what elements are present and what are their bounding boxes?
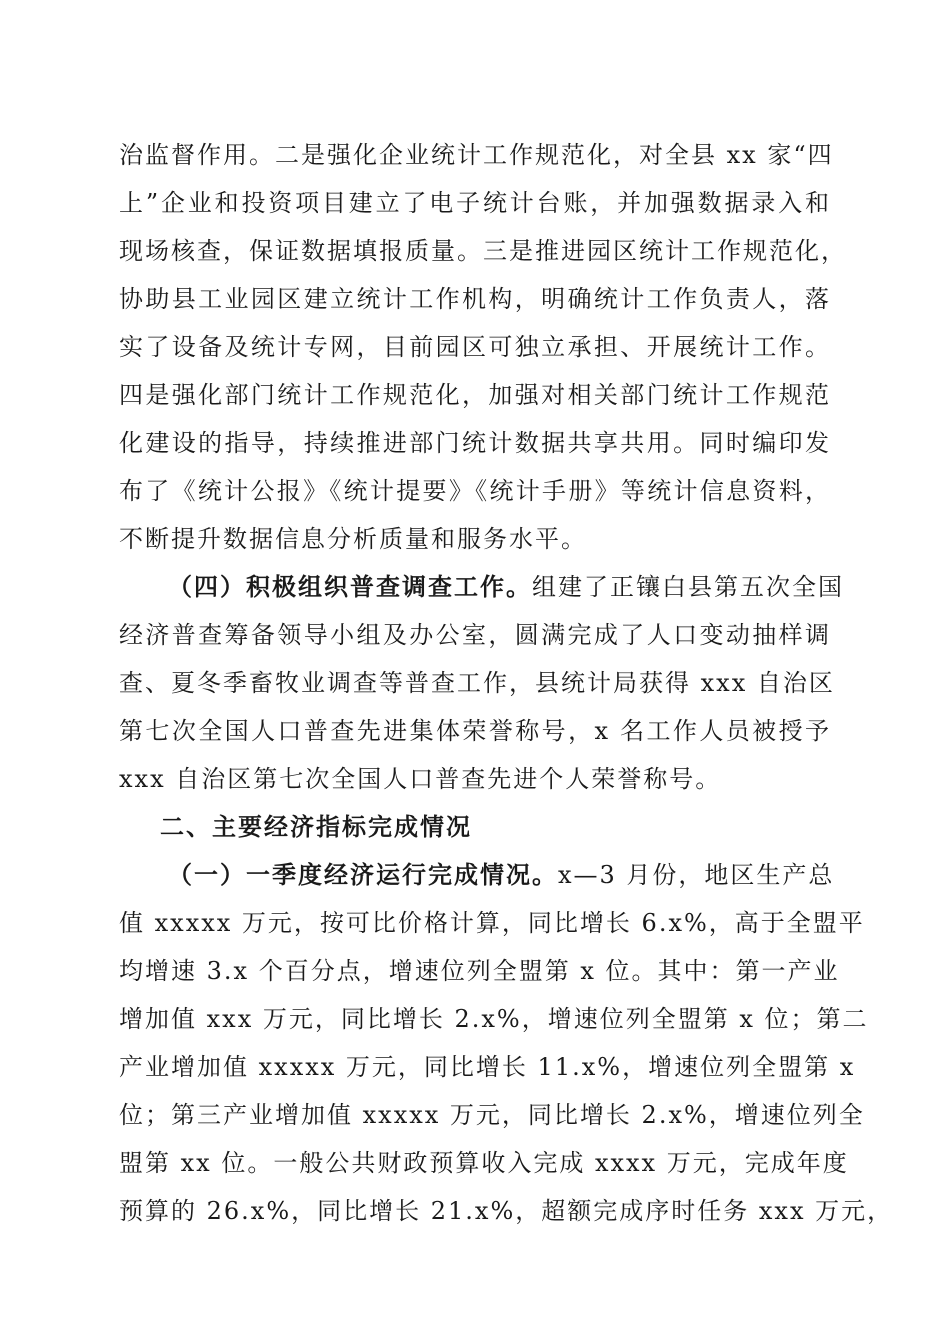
section-1-first-line xyxy=(168,857,835,893)
paragraph-line: 查、夏冬季畜牧业调查等普查工作，县统计局获得 xxx 自治区 xyxy=(119,669,835,697)
paragraph-line: 增加值 xxx 万元，同比增长 2.x%，增速位列全盟第 x 位；第二 xyxy=(119,1005,869,1033)
section-1-text: x—3 月份，地区生产总 xyxy=(558,861,835,889)
paragraph-line: xxx 自治区第七次全国人口普查先进个人荣誉称号。 xyxy=(119,765,722,793)
section-heading: 二、主要经济指标完成情况 xyxy=(160,813,472,841)
paragraph-line: 现场核查，保证数据填报质量。三是推进园区统计工作规范化， xyxy=(119,237,847,265)
paragraph-line: 第七次全国人口普查先进集体荣誉称号，x 名工作人员被授予 xyxy=(119,717,831,745)
paragraph-line: 产业增加值 xxxxx 万元，同比增长 11.x%，增速位列全盟第 x xyxy=(119,1053,856,1081)
paragraph-line: 化建设的指导，持续推进部门统计数据共享共用。同时编印发 xyxy=(119,429,831,457)
paragraph-line: 实了设备及统计专网，目前园区可独立承担、开展统计工作。 xyxy=(119,333,831,361)
paragraph-line: 位；第三产业增加值 xxxxx 万元，同比增长 2.x%，增速位列全 xyxy=(119,1101,865,1129)
paragraph-line: 布了《统计公报》《统计提要》《统计手册》等统计信息资料， xyxy=(119,477,831,505)
section-4-first-line xyxy=(168,569,844,605)
section-1-title: （一）一季度经济运行完成情况。 xyxy=(168,860,558,889)
paragraph-line: 经济普查筹备领导小组及办公室，圆满完成了人口变动抽样调 xyxy=(119,621,831,649)
section-4-title: （四）积极组织普查调查工作。 xyxy=(168,572,532,601)
paragraph-line: 预算的 26.x%，同比增长 21.x%，超额完成序时任务 xxx 万元， xyxy=(119,1197,894,1225)
paragraph-line: 协助县工业园区建立统计工作机构，明确统计工作负责人，落 xyxy=(119,285,831,313)
paragraph-line: 均增速 3.x 个百分点，增速位列全盟第 x 位。其中：第一产业 xyxy=(119,957,840,985)
paragraph-line: 值 xxxxx 万元，按可比价格计算，同比增长 6.x%，高于全盟平 xyxy=(119,909,865,937)
paragraph-line: 上”企业和投资项目建立了电子统计台账，并加强数据录入和 xyxy=(119,189,831,217)
paragraph-line: 四是强化部门统计工作规范化，加强对相关部门统计工作规范 xyxy=(119,381,831,409)
paragraph-line: 盟第 xx 位。一般公共财政预算收入完成 xxxx 万元，完成年度 xyxy=(119,1149,849,1177)
paragraph-line: 不断提升数据信息分析质量和服务水平。 xyxy=(119,525,587,553)
paragraph-line: 治监督作用。二是强化企业统计工作规范化，对全县 xx 家“四 xyxy=(119,141,834,169)
section-4-text: 组建了正镶白县第五次全国 xyxy=(532,573,844,601)
